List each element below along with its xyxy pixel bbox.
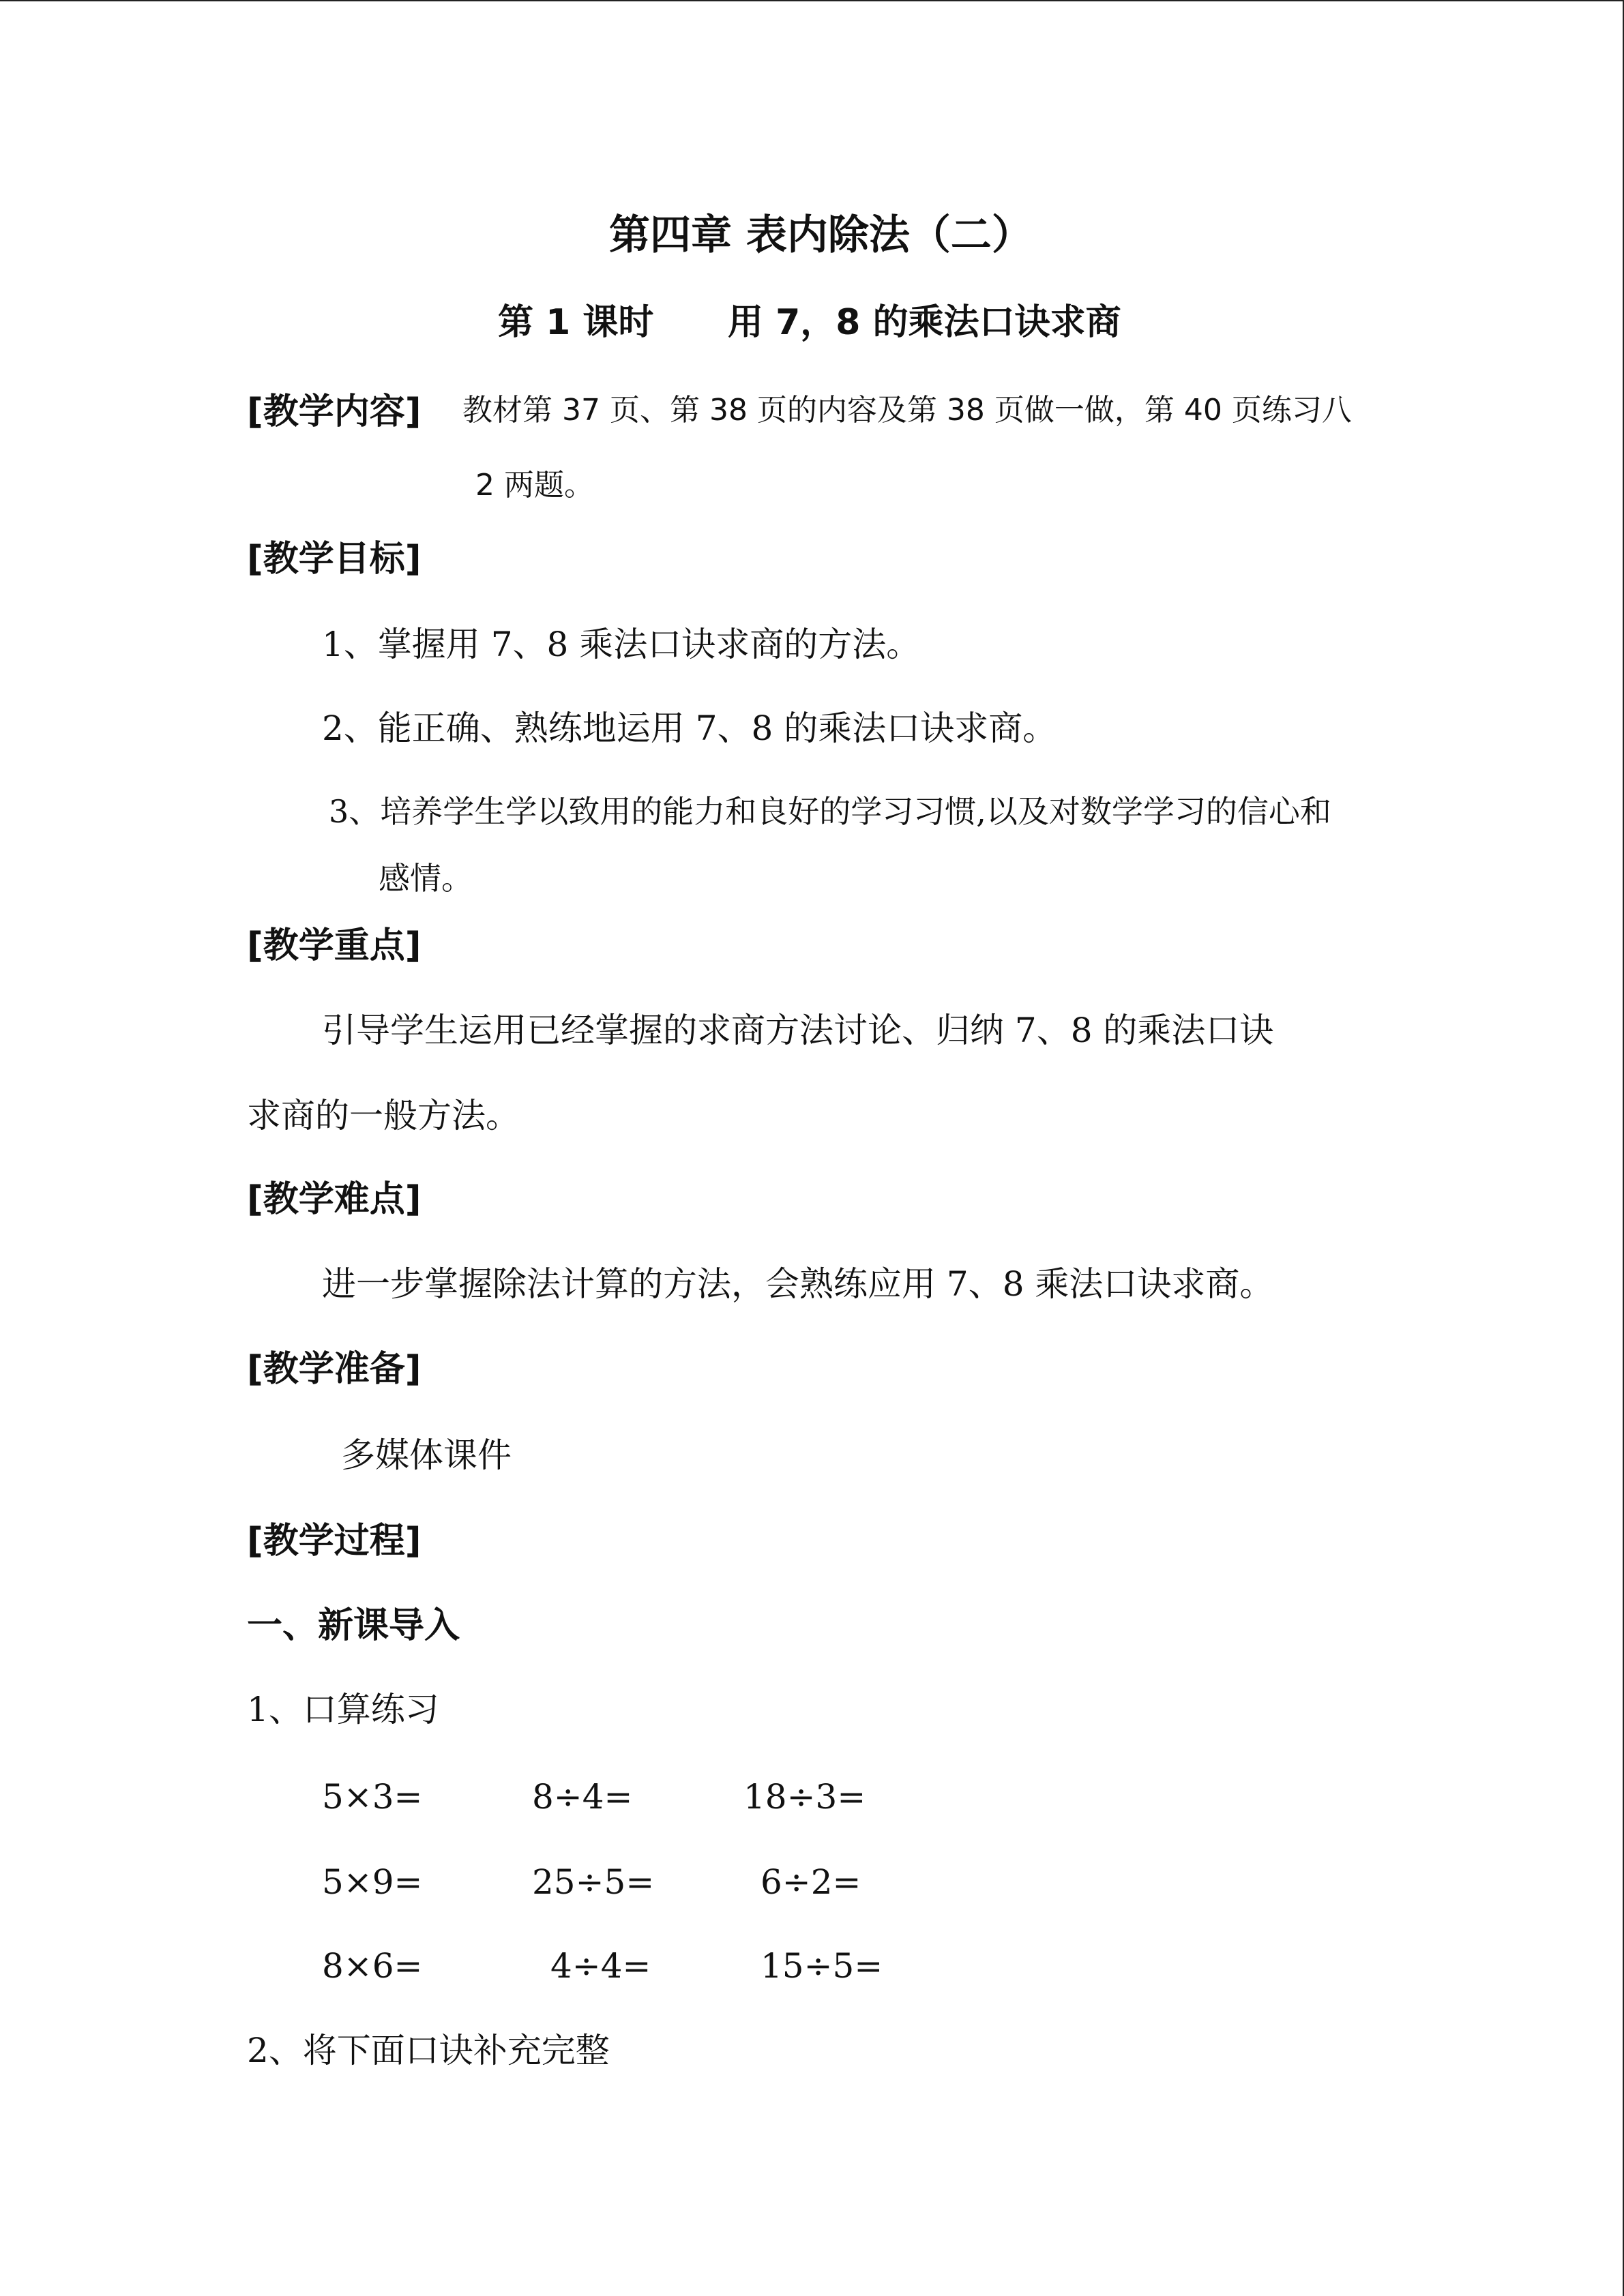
content-heading: [教学内容] [247, 391, 422, 432]
content-text-line2: 2 两题。 [475, 468, 594, 503]
preparation-text: 多媒体课件 [341, 1435, 512, 1475]
exercise-r1-c2: 8÷4= [532, 1777, 633, 1817]
difficulties-text: 进一步掌握除法计算的方法，会熟练应用 7、8 乘法口诀求商。 [322, 1264, 1274, 1304]
chapter-title: 第四章 表内除法（二） [609, 211, 1033, 259]
key-points-line1: 引导学生运用已经掌握的求商方法讨论、归纳 7、8 的乘法口诀 [322, 1011, 1274, 1050]
key-points-line2: 求商的一般方法。 [247, 1096, 520, 1135]
exercise-r2-c1: 5×9= [322, 1862, 423, 1902]
goal-item-2: 2、能正确、熟练地运用 7、8 的乘法口诀求商。 [322, 709, 1057, 748]
exercise-r1-c1: 5×3= [322, 1777, 423, 1817]
key-points-heading: [教学重点] [247, 925, 422, 966]
exercise-r1-c3: 18÷3= [743, 1777, 866, 1817]
exercise-r3-c2: 4÷4= [550, 1946, 651, 1986]
step-oral-calculation: 1、口算练习 [247, 1690, 439, 1729]
exercise-r3-c3: 15÷5= [761, 1946, 883, 1986]
exercise-r2-c3: 6÷2= [761, 1862, 861, 1902]
exercise-r3-c1: 8×6= [322, 1946, 423, 1986]
goal-item-3-line1: 3、培养学生学以致用的能力和良好的学习习惯,以及对数学学习的信心和 [329, 793, 1331, 830]
difficulties-heading: [教学难点] [247, 1179, 422, 1220]
section-new-lesson-intro: 一、新课导入 [247, 1605, 460, 1646]
goal-item-1: 1、掌握用 7、8 乘法口诀求商的方法。 [322, 625, 921, 664]
process-heading: [教学过程] [247, 1521, 422, 1562]
step-complete-rhyme: 2、将下面口诀补充完整 [247, 2031, 610, 2070]
lesson-topic: 用 7，8 的乘法口诀求商 [728, 302, 1121, 343]
goal-item-3-line2: 感情。 [379, 860, 473, 897]
goals-heading: [教学目标] [247, 539, 422, 580]
exercise-r2-c2: 25÷5= [532, 1862, 655, 1902]
content-text-line1: 教材第 37 页、第 38 页的内容及第 38 页做一做，第 40 页练习八 [462, 393, 1352, 428]
lesson-number: 第 1 课时 [498, 302, 654, 343]
preparation-heading: [教学准备] [247, 1349, 422, 1390]
